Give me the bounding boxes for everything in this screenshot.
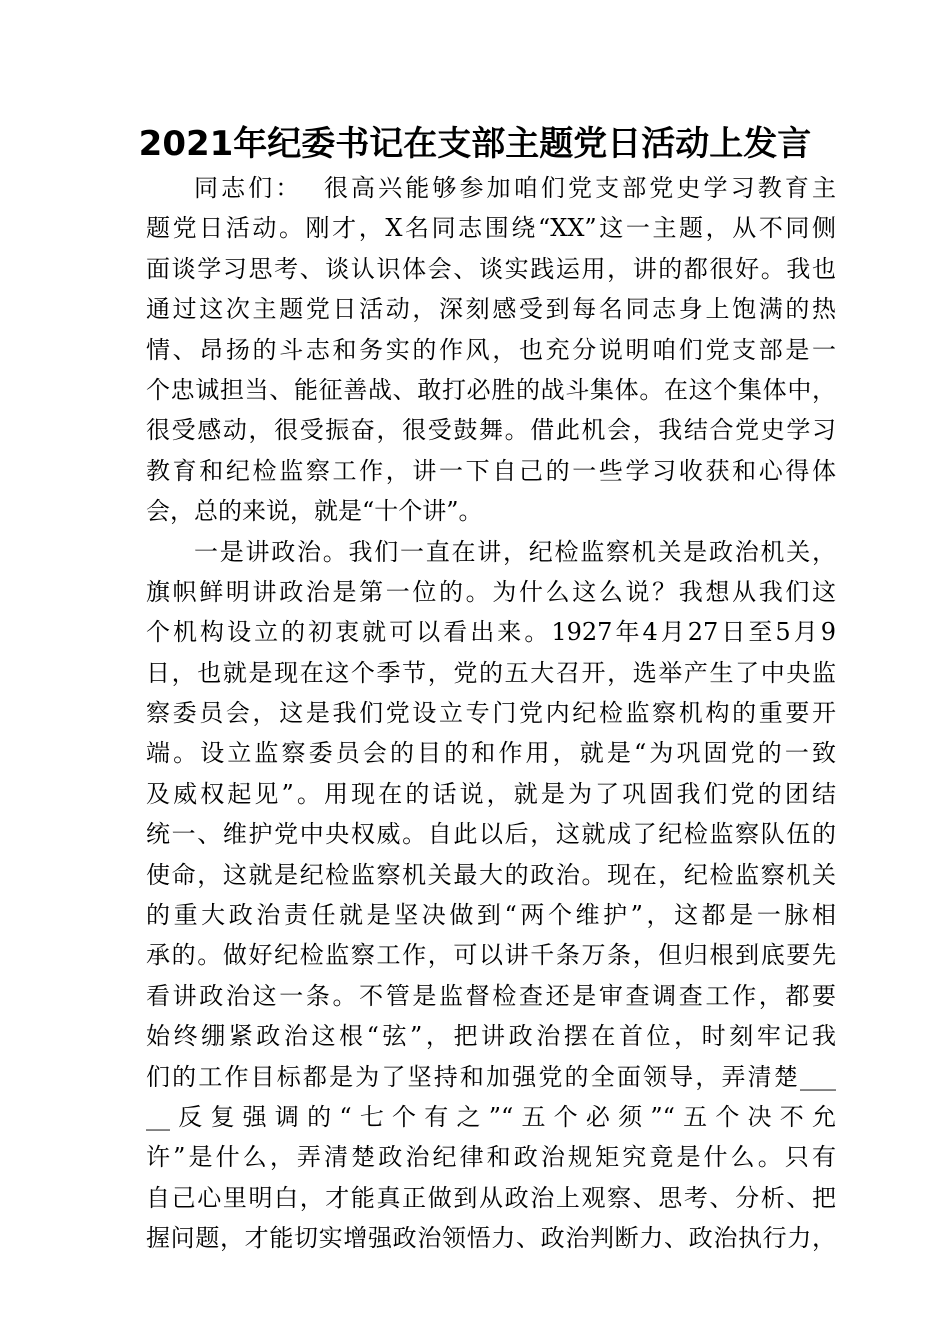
text-line: 们的工作目标都是为了坚持和加强党的全面领导，弄清楚___ bbox=[146, 1062, 836, 1091]
text-line: 日，也就是现在这个季节，党的五大召开，选举产生了中央监 bbox=[146, 658, 836, 687]
text-line: 面谈学习思考、谈认识体会、谈实践运用，讲的都很好。我也 bbox=[146, 254, 836, 283]
text-line: 端。设立监察委员会的目的和作用，就是“为巩固党的一致 bbox=[146, 739, 836, 768]
text-line: 情、昂扬的斗志和务实的作风，也充分说明咱们党支部是一 bbox=[146, 335, 836, 364]
text-line: 的重大政治责任就是坚决做到“两个维护”，这都是一脉相 bbox=[146, 901, 836, 930]
text-line: 同志们： 很高兴能够参加咱们党支部党史学习教育主 bbox=[194, 174, 836, 202]
text-line: 很受感动，很受振奋，很受鼓舞。借此机会，我结合党史学习 bbox=[146, 416, 836, 445]
text-line: 承的。做好纪检监察工作，可以讲千条万条，但归根到底要先 bbox=[146, 941, 836, 970]
document-body bbox=[146, 168, 836, 1259]
text-line: 始终绷紧政治这根“弦”，把讲政治摆在首位，时刻牢记我 bbox=[146, 1022, 836, 1051]
text-line: 教育和纪检监察工作，讲一下自己的一些学习收获和心得体 bbox=[146, 456, 836, 485]
text-line: 通过这次主题党日活动，深刻感受到每名同志身上饱满的热 bbox=[146, 295, 836, 324]
text-line: 统一、维护党中央权威。自此以后，这就成了纪检监察队伍的 bbox=[146, 820, 836, 849]
text-line: 旗帜鲜明讲政治是第一位的。为什么这么说？我想从我们这 bbox=[146, 577, 836, 606]
text-line: 看讲政治这一条。不管是监督检查还是审查调查工作，都要 bbox=[146, 981, 836, 1010]
text-line: 察委员会，这是我们党设立专门党内纪检监察机构的重要开 bbox=[146, 699, 836, 728]
text-line: 题党日活动。刚才，X名同志围绕“XX”这一主题，从不同侧 bbox=[146, 214, 836, 243]
text-line: 个忠诚担当、能征善战、敢打必胜的战斗集体。在这个集体中， bbox=[146, 375, 836, 404]
text-line: 及威权起见”。用现在的话说，就是为了巩固我们党的团结 bbox=[146, 779, 836, 808]
text-line: 许”是什么，弄清楚政治纪律和政治规矩究竟是什么。只有 bbox=[146, 1143, 836, 1172]
paragraph-1 bbox=[146, 168, 836, 532]
text-line: 握问题，才能切实增强政治领悟力、政治判断力、政治执行力， bbox=[146, 1224, 836, 1253]
text-line: 使命，这就是纪检监察机关最大的政治。现在，纪检监察机关 bbox=[146, 860, 836, 889]
text-line: 一是讲政治。我们一直在讲，纪检监察机关是政治机关， bbox=[194, 537, 836, 566]
paragraph-2 bbox=[146, 532, 836, 1259]
text-line: 自己心里明白，才能真正做到从政治上观察、思考、分析、把 bbox=[146, 1183, 836, 1212]
document-title: 2021年纪委书记在支部主题党日活动上发言 bbox=[138, 124, 812, 164]
text-line: 会，总的来说，就是“十个讲”。 bbox=[146, 497, 483, 526]
text-line: __反复强调的“七个有之”“五个必须”“五个决不允 bbox=[146, 1102, 836, 1131]
text-line: 个机构设立的初衷就可以看出来。1927年4月27日至5月9 bbox=[146, 618, 836, 647]
